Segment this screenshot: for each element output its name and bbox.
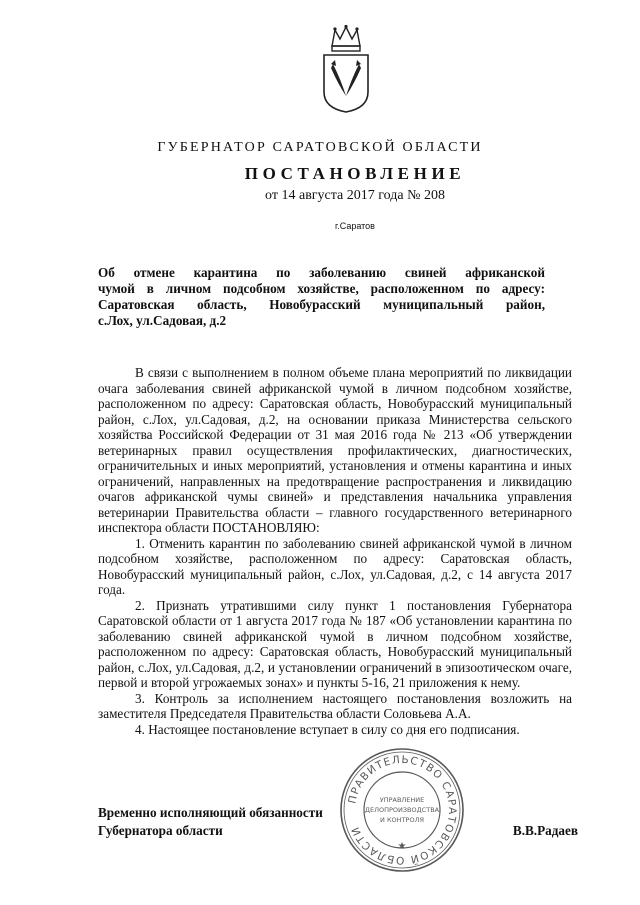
document-body (98, 365, 572, 737)
signature-block (98, 804, 578, 840)
stamp-inner-line: И КОНТРОЛЯ (380, 816, 424, 824)
clause-4: 4. Настоящее постановление вступает в силу со дня его подписания. (135, 721, 520, 737)
document-type: ПОСТАНОВЛЕНИЕ (244, 164, 466, 183)
saratov-coat-of-arms-icon (319, 24, 373, 114)
governor-title: ГУБЕРНАТОР САРАТОВСКОЙ ОБЛАСТИ (157, 140, 483, 155)
subject-line: Саратовская область, Новобурасский муниципальный район, (98, 297, 545, 312)
signatory-name: В.В.Радаев (512, 823, 578, 838)
signatory-position-line-2: Губернатора области (98, 823, 223, 838)
subject-line: чумой в личном подсобном хозяйстве, расположенном по адресу: (98, 281, 545, 296)
document-city: г.Саратов (335, 221, 375, 231)
subject-line: Об отмене карантина по заболеванию свиней африканской (98, 265, 545, 280)
document-subject (98, 265, 545, 329)
clause-3: 3. Контроль за исполнением настоящего постановления возложить на заместителя Председателя Правительства области Соловьева А.А. (98, 690, 572, 721)
document-date-number: от 14 августа 2017 года № 208 (265, 188, 445, 203)
stamp-inner-line: УПРАВЛЕНИЕ (379, 796, 425, 804)
stamp-outer-text: ПРАВИТЕЛЬСТВО САРАТОВСКОЙ ОБЛАСТИ (346, 753, 459, 867)
clause-1: 1. Отменить карантин по заболеванию свиней африканской чумой в личном подсобном хозяйстве, расположенном по адресу: Саратовская область, Новобурасский муниципальный район, с.Лох, ул.Садовая, д.2, с 14 августа 2017 года. (98, 535, 572, 597)
svg-text:★: ★ (397, 841, 407, 852)
stamp-inner-line: ДЕЛОПРОИЗВОДСТВА (364, 806, 440, 814)
signatory-position-line-1: Временно исполняющий обязанности (98, 805, 323, 820)
subject-line: с.Лох, ул.Садовая, д.2 (98, 313, 227, 328)
preamble-paragraph: В связи с выполнением в полном объеме плана мероприятий по ликвидации очага заболевания свиней африканской чумой в личном подсобном хозяйстве, расположенном по адресу: Саратовская область, Новобурасский муниципальный район, с.Лох, ул.Садовая, д.2, на основании приказа Министерства сельского хозяйства Российской Федерации от 31 мая 2016 года № 213 «Об утверждении ветеринарных правил осуществления профилактических, диагностических, ограничительных и иных мероприятий, установления и отмены карантина и иных ограничений, направленных на предотвращение распространения и ликвидацию очагов африканской чумы свиней» и представления начальника управления ветеринарии Правительства области – главного государственного ветеринарного инспектора области ПОСТАНОВЛЯЮ: (98, 365, 572, 535)
clause-2: 2. Признать утратившими силу пункт 1 постановления Губернатора Саратовской области от 1 августа 2017 года № 187 «Об установлении карантина по заболеванию свиней африканской чумой в личном подсобном хозяйстве, расположенном по адресу: Саратовская область, Новобурасский муниципальный район, с.Лох, ул.Садовая, д.2, и установлении ограничений в эпизоотическом очаге, первой и второй угрожаемых зонах» и пункты 5-16, 21 приложения к нему. (98, 597, 572, 690)
